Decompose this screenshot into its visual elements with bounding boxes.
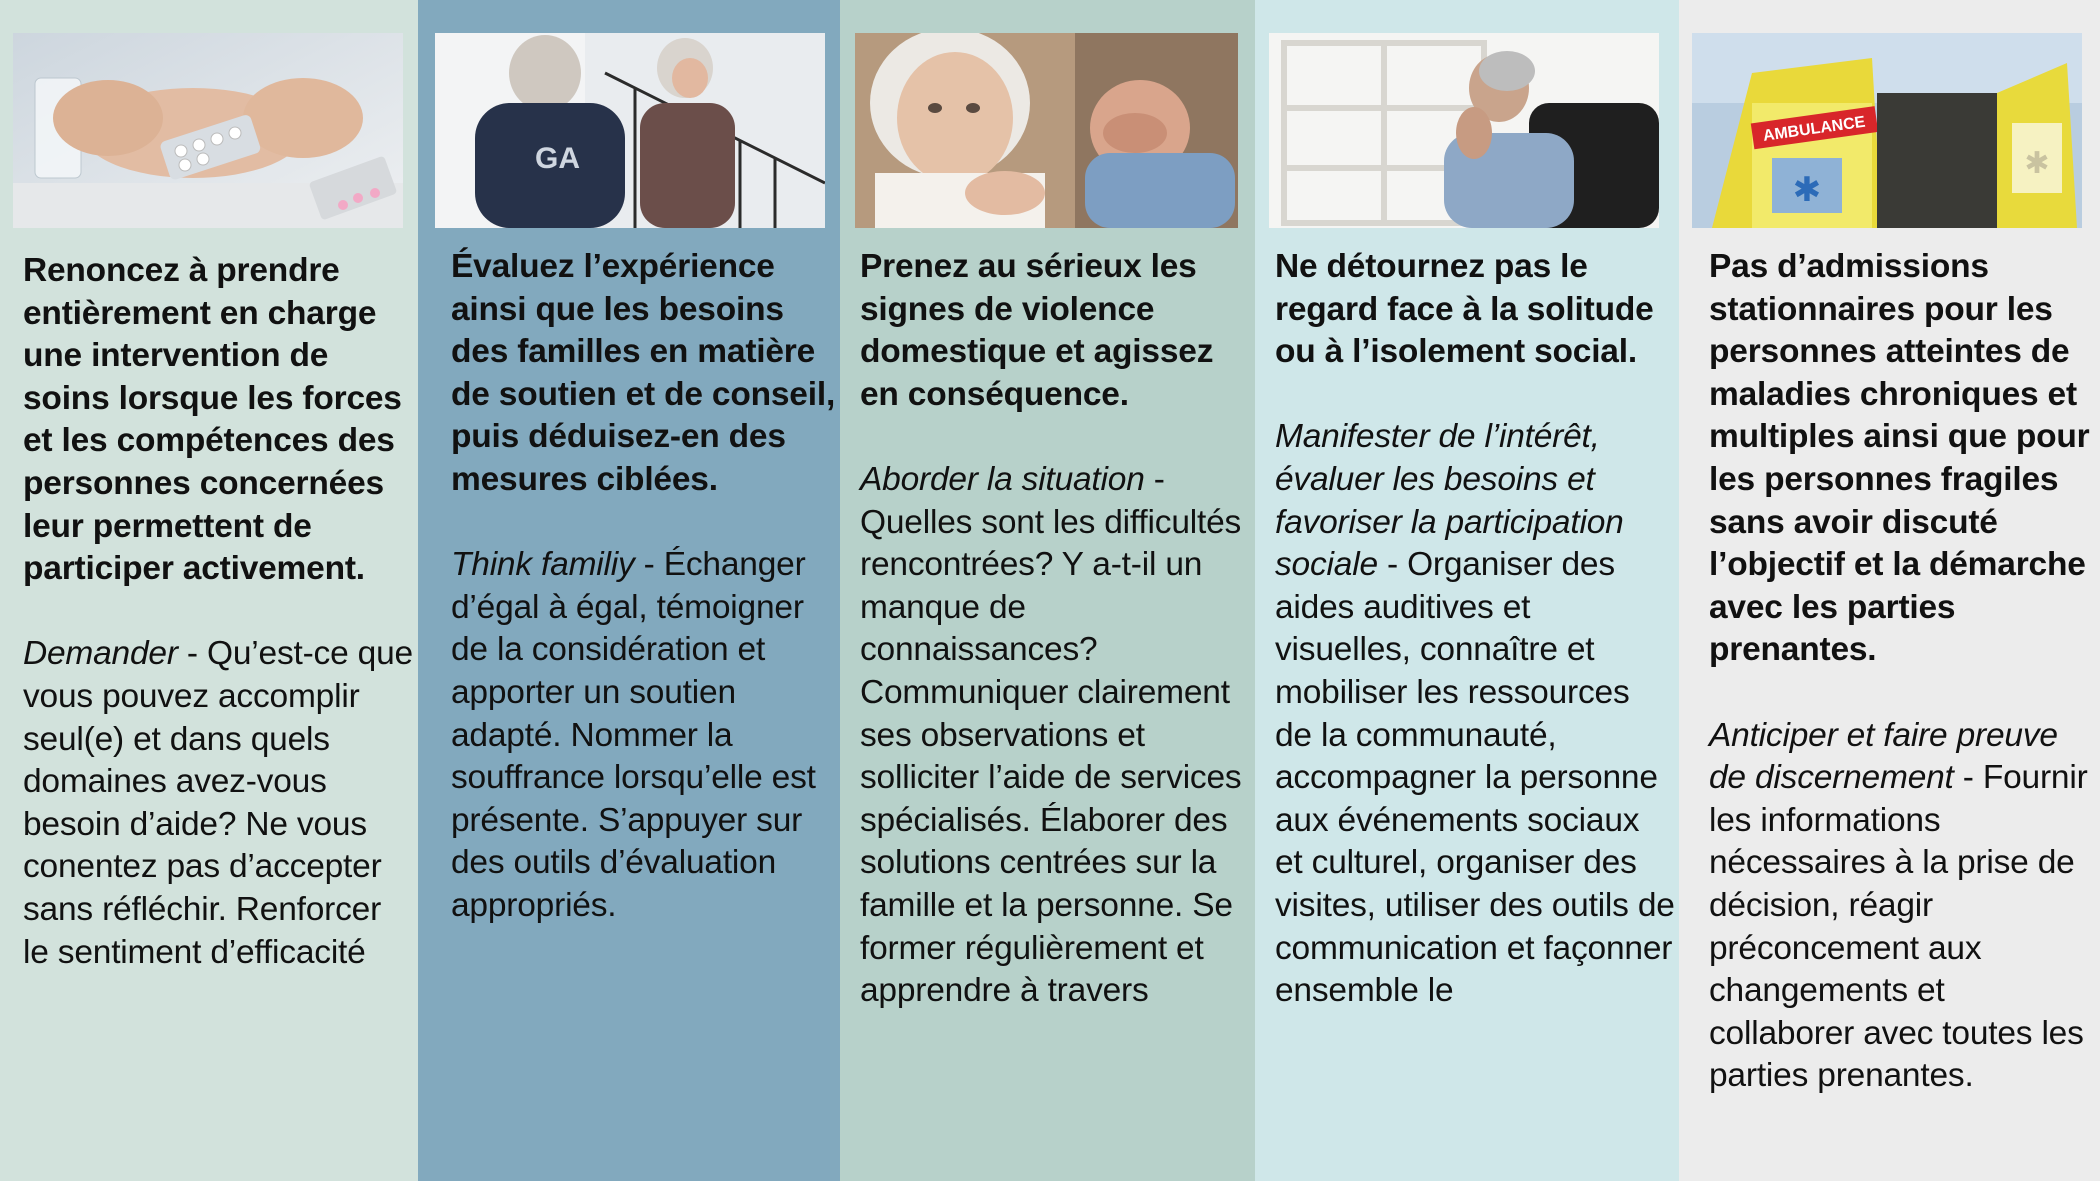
column-4-keyword: Manifester de l’intérêt, évaluer les besoins et favoriser la participation sociale [1275, 418, 1624, 584]
column-1-keyword: Demander [23, 635, 178, 673]
pills-photo [13, 33, 403, 228]
ambulance-photo [1692, 33, 2082, 228]
column-5-heading: Pas d’admissions stationnaires pour les personnes atteintes de maladies chroniques et multiples ainsi que pour les personnes fragiles sans avoir discuté l’objectif et la démarche avec les parties prenantes. [1709, 248, 2090, 669]
column-1-separator: - [177, 635, 207, 673]
column-5 [1679, 0, 2100, 1181]
svg-text:✱: ✱ [2024, 146, 2050, 181]
column-5-keyword: Anticiper et faire preuve de discernement [1709, 716, 2058, 797]
window-photo [1269, 33, 1659, 228]
couple-photo [855, 33, 1238, 228]
lonely-elderly-man-at-window-image [1269, 33, 1659, 228]
column-2-text [451, 246, 836, 928]
column-2-separator: - [634, 546, 664, 584]
column-2-body [451, 544, 836, 927]
column-3-heading: Prenez au sérieux les signes de violence domestique et agissez en conséquence. [860, 248, 1214, 413]
column-1-text [23, 250, 414, 974]
column-1-description: Qu’est-ce que vous pouvez accomplir seul(e) et dans quels domaines avez-vous besoin d’aide? Ne vous conentez pas d’accepter sans réfléchir. Renforcer le sentiment d’efficacité [23, 635, 413, 971]
column-4-separator: - [1377, 546, 1408, 584]
ambulance-sign-label: AMBULANCE [1761, 113, 1867, 145]
column-1-heading: Renoncez à prendre entièrement en charge une intervention de soins lorsque les forces et les compétences des personnes concernées leur permettent de participer activement. [23, 252, 402, 588]
column-4-text [1275, 246, 1675, 1013]
column-2-heading: Évaluez l’expérience ainsi que les besoins des familles en matière de soutien et de conseil, puis déduisez-en des mesures ciblées. [451, 248, 836, 498]
column-2 [418, 0, 840, 1181]
column-3-separator: - [1144, 460, 1165, 498]
stairs-photo [435, 33, 825, 228]
column-1-body [23, 633, 414, 974]
column-5-text [1709, 246, 2096, 1098]
column-3-body [860, 459, 1251, 1013]
distressed-elderly-couple-image [855, 33, 1238, 228]
column-3 [840, 0, 1255, 1181]
column-4 [1255, 0, 1679, 1181]
column-3-description: Quelles sont les difficultés rencontrées? Y a-t-il un manque de connaissances? Communiquer clairement ses observations et solliciter l’aide de services spécialisés. Élaborer des solutions centrées sur la famille et la personne. Se former régulièrement et apprendre à travers [860, 503, 1242, 1010]
column-2-description: Échanger d’égal à égal, témoigner de la considération et apporter un soutien adapté. Nommer la souffrance lorsqu’elle est présente. S’appuyer sur des outils d’évaluation appropriés. [451, 546, 816, 924]
column-4-description: Organiser des aides auditives et visuelles, connaître et mobiliser les ressources de la communauté, accompagner la personne aux événements sociaux et culturel, organiser des visites, utiliser des outils de communication et façonner ensemble le [1275, 546, 1675, 1010]
column-5-body [1709, 715, 2096, 1098]
column-5-separator: - [1953, 759, 1983, 797]
svg-text:✱: ✱ [1792, 170, 1822, 210]
column-2-keyword: Think familiy [451, 546, 635, 584]
ambulance-open-doors-image [1692, 33, 2082, 228]
column-3-text [860, 246, 1251, 1013]
column-1 [0, 0, 418, 1181]
elderly-hands-pill-blister-image [13, 33, 403, 228]
column-4-heading: Ne détournez pas le regard face à la solitude ou à l’isolement social. [1275, 248, 1654, 371]
column-4-body [1275, 416, 1675, 1012]
caregiver-and-elderly-woman-on-stairs-image [435, 33, 825, 228]
column-3-keyword: Aborder la situation [860, 460, 1145, 498]
svg-text:GA: GA [535, 142, 580, 175]
column-5-description: Fournir les informations nécessaires à la prise de décision, réagir préconcement aux changements et collaborer avec toutes les parties prenantes. [1709, 759, 2088, 1095]
